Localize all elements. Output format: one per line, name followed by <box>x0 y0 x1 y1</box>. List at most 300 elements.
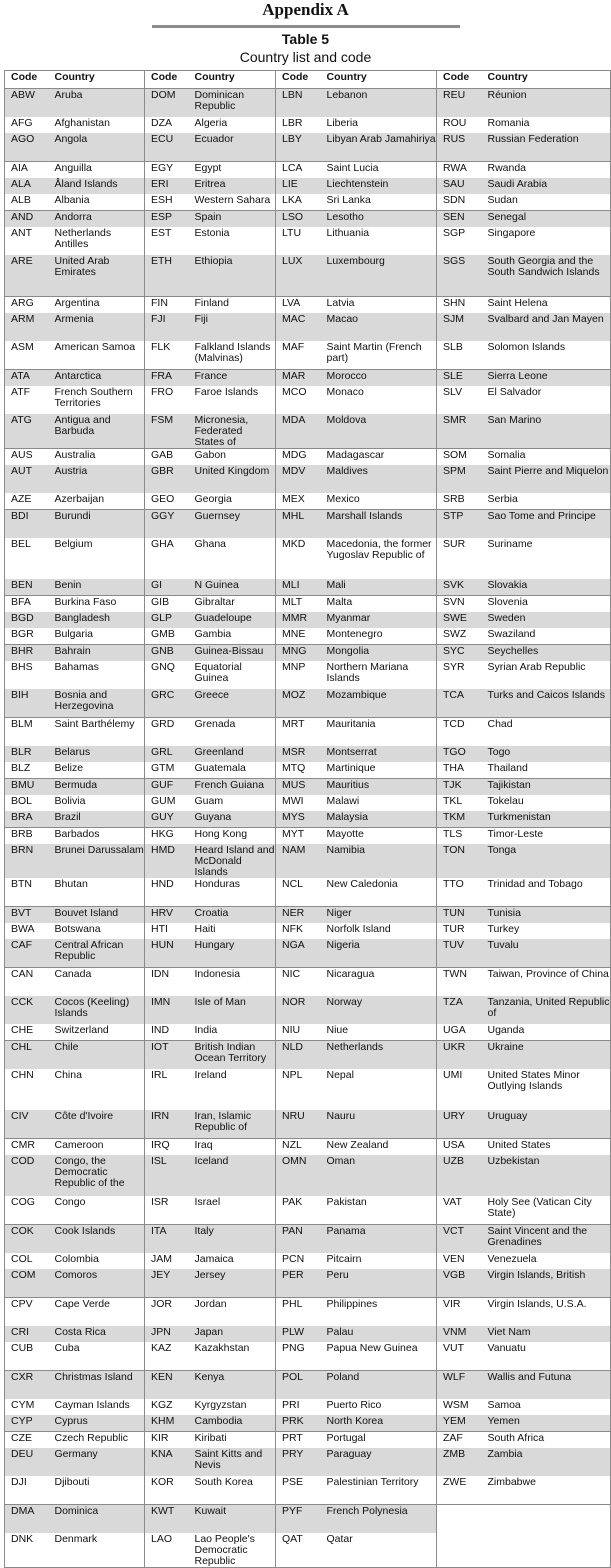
cell-code-3: NPL <box>276 1069 321 1110</box>
cell-code-3: PER <box>276 1269 321 1298</box>
table-row <box>5 313 611 341</box>
cell-code-2: GBR <box>145 465 189 493</box>
cell-country-3: Portugal <box>321 1432 437 1449</box>
cell-code-4: TKM <box>437 811 482 828</box>
cell-country-1: Aruba <box>49 89 145 118</box>
cell-country-2: Ghana <box>194 538 227 550</box>
cell-code-2: KWT <box>145 1505 189 1534</box>
cell-code-2: ERI <box>145 178 189 194</box>
table-row <box>5 596 611 613</box>
cell-country-3: Northern Mariana Islands <box>326 661 409 684</box>
table-row <box>5 1155 611 1196</box>
cell-code-4: TKL <box>437 795 482 811</box>
cell-code-3: MCO <box>276 386 321 414</box>
cell-code-2: GNB <box>145 645 189 662</box>
cell-country-3: Myanmar <box>321 612 437 628</box>
table-row <box>5 645 611 662</box>
cell-country-1: Benin <box>49 579 145 596</box>
cell-country-1: Netherlands Antilles <box>54 227 112 250</box>
cell-country-4: Tunisia <box>482 907 611 924</box>
table-row <box>5 1371 611 1400</box>
cell-country-2: Faroe Islands <box>194 386 259 398</box>
cell-code-2: KNA <box>145 1448 189 1476</box>
cell-code-4: VIR <box>437 1298 482 1327</box>
cell-country-3: Montenegro <box>326 628 383 640</box>
table-row <box>5 1533 611 1568</box>
cell-code-1: BTN <box>5 878 49 907</box>
cell-country-1: Cayman Islands <box>54 1399 130 1411</box>
cell-code-1: CRI <box>5 1326 49 1342</box>
cell-code-1: BGR <box>5 628 49 645</box>
cell-code-3: PAN <box>276 1225 321 1254</box>
cell-country-3: Liberia <box>326 117 359 129</box>
cell-code-3: PYF <box>276 1505 321 1534</box>
cell-country-2: Dominican Republic <box>189 89 276 118</box>
cell-code-2: HND <box>145 878 189 907</box>
cell-country-2: Ethiopia <box>189 255 276 297</box>
cell-code-4: VEN <box>437 1253 482 1269</box>
cell-country-1: Belgium <box>54 538 93 550</box>
cell-country-3: Martinique <box>326 762 376 774</box>
table-row <box>5 1415 611 1432</box>
cell-country-2: Guernsey <box>189 510 276 539</box>
cell-country-4: Saint Pierre and Miquelon <box>482 465 611 493</box>
cell-code-4: SGS <box>437 255 482 297</box>
table-row <box>5 1505 611 1534</box>
cell-country-1: Christmas Island <box>49 1371 145 1400</box>
cell-code-1: COG <box>5 1196 49 1225</box>
cell-code-2: GAB <box>145 449 189 466</box>
cell-code-4: RWA <box>437 162 482 179</box>
cell-code-2: IOT <box>145 1041 189 1070</box>
cell-country-2: Honduras <box>194 878 241 890</box>
cell-code-3: PRK <box>276 1415 321 1432</box>
cell-country-1: Congo, the Democratic Republic of the <box>49 1155 145 1196</box>
cell-code-1: BIH <box>5 689 49 718</box>
cell-code-2: EGY <box>145 162 189 179</box>
cell-code-4: TLS <box>437 828 482 845</box>
table-row <box>5 255 611 297</box>
cell-country-3: Pitcairn <box>326 1253 362 1265</box>
cell-code-4: SHN <box>437 297 482 314</box>
cell-code-2: IMN <box>145 996 189 1024</box>
table-row <box>5 1476 611 1505</box>
cell-code-4: SAU <box>437 178 482 194</box>
cell-country-1: Austria <box>49 465 145 493</box>
cell-code-1: AFG <box>5 117 49 133</box>
cell-country-1: Andorra <box>49 211 145 228</box>
cell-code-4: SYR <box>437 661 482 689</box>
cell-country-1: French Southern Territories <box>54 386 133 409</box>
cell-country-3: Madagascar <box>321 449 437 466</box>
cell-code-4: ROU <box>437 117 482 133</box>
cell-code-3: NCL <box>276 878 321 907</box>
cell-code-1: ALA <box>5 178 49 194</box>
header-country-2: Country <box>189 71 276 89</box>
cell-code-3: PRT <box>276 1432 321 1449</box>
cell-country-1: Bermuda <box>49 779 145 796</box>
cell-code-3: MNP <box>276 661 321 689</box>
cell-code-1: ASM <box>5 341 49 370</box>
table-row <box>5 1225 611 1254</box>
cell-country-4: Trinidad and Tobago <box>482 878 611 907</box>
cell-code-4: TUV <box>437 939 482 968</box>
cell-country-4: Ukraine <box>482 1041 611 1070</box>
cell-country-1: Brunei Darussalam <box>49 844 145 878</box>
cell-country-3: Palau <box>321 1326 437 1342</box>
cell-code-3: PNG <box>276 1342 321 1371</box>
cell-code-2: IND <box>145 1024 189 1041</box>
cell-country-3: Saint Lucia <box>321 162 437 179</box>
cell-code-2: GEO <box>145 493 189 510</box>
cell-code-2: GI <box>145 579 189 596</box>
cell-country-2: Guyana <box>189 811 276 828</box>
cell-code-2: IRQ <box>145 1139 189 1156</box>
cell-country-3: Latvia <box>321 297 437 314</box>
cell-code-1: ARG <box>5 297 49 314</box>
cell-code-1: DMA <box>5 1505 49 1534</box>
cell-code-4: UKR <box>437 1041 482 1070</box>
cell-code-3: LSO <box>276 211 321 228</box>
table-row <box>5 538 611 579</box>
table-row <box>5 661 611 689</box>
cell-code-3: MNE <box>276 628 321 645</box>
cell-country-1: Anguilla <box>49 162 145 179</box>
cell-country-4: Uzbekistan <box>482 1155 611 1196</box>
cell-country-2: Kyrgyzstan <box>194 1399 247 1411</box>
cell-code-4: SUR <box>437 538 482 579</box>
cell-code-3: LBR <box>276 117 321 133</box>
cell-country-3: Qatar <box>321 1533 437 1568</box>
cell-code-1: CMR <box>5 1139 49 1156</box>
cell-code-2: ETH <box>145 255 189 297</box>
cell-code-1: COL <box>5 1253 49 1269</box>
table-row <box>5 1024 611 1041</box>
cell-country-4: Taiwan, Province of China <box>482 968 611 997</box>
cell-code-3: POL <box>276 1371 321 1400</box>
cell-code-3: MSR <box>276 746 321 762</box>
header-country-3: Country <box>321 71 437 89</box>
table-header <box>5 71 611 89</box>
cell-country-2: Gibraltar <box>189 596 276 613</box>
cell-country-3: French Polynesia <box>321 1505 437 1534</box>
cell-code-2: FJI <box>145 313 189 341</box>
cell-code-1: COM <box>5 1269 49 1298</box>
cell-code-3: LUX <box>276 255 321 297</box>
cell-code-2: HUN <box>145 939 189 968</box>
cell-code-1: CHL <box>5 1041 49 1070</box>
cell-country-2: Iceland <box>189 1155 276 1196</box>
cell-country-1: Cook Islands <box>49 1225 145 1254</box>
cell-code-3: PCN <box>276 1253 321 1269</box>
cell-country-3: Papua New Guinea <box>326 1342 418 1354</box>
cell-country-1: Cyprus <box>49 1415 145 1432</box>
cell-country-4: Singapore <box>482 227 611 255</box>
cell-country-1: Afghanistan <box>54 117 110 129</box>
cell-country-3: Mali <box>321 579 437 596</box>
table-row <box>5 89 611 118</box>
cell-country-1: Åland Islands <box>49 178 145 194</box>
cell-country-1: Chile <box>49 1041 145 1070</box>
table-number: Table 5 <box>281 31 330 47</box>
cell-country-4: South Africa <box>482 1432 611 1449</box>
cell-country-3: Malta <box>321 596 437 613</box>
cell-code-1: BHS <box>5 661 49 689</box>
header-country-4: Country <box>482 71 611 89</box>
cell-country-3: Nicaragua <box>321 968 437 997</box>
cell-country-4: El Salvador <box>482 386 611 414</box>
cell-code-1: ATF <box>5 386 49 414</box>
table-row <box>5 1139 611 1156</box>
cell-country-2: Saint Kitts and Nevis <box>189 1448 276 1476</box>
table-row <box>5 449 611 466</box>
cell-country-2: Hungary <box>189 939 276 968</box>
table-row <box>5 762 611 779</box>
cell-code-3: NLD <box>276 1041 321 1070</box>
cell-country-1: Djibouti <box>54 1476 90 1488</box>
cell-code-4: SMR <box>437 414 482 449</box>
cell-code-3: MDA <box>276 414 321 449</box>
cell-country-1: Bolivia <box>54 795 86 807</box>
cell-code-3: LKA <box>276 194 321 211</box>
cell-country-4: Svalbard and Jan Mayen <box>482 313 611 341</box>
cell-country-4: Slovenia <box>482 596 611 613</box>
cell-code-1: DJI <box>5 1476 49 1505</box>
cell-country-2: Hong Kong <box>189 828 276 845</box>
cell-code-1: ARM <box>5 313 49 341</box>
cell-code-1: DNK <box>5 1533 49 1568</box>
cell-country-4: Swaziland <box>482 628 611 645</box>
cell-country-2: British Indian Ocean Territory <box>189 1041 276 1070</box>
cell-country-1: Antarctica <box>49 370 145 387</box>
cell-code-4: VAT <box>437 1196 482 1225</box>
cell-country-4: Rwanda <box>482 162 611 179</box>
cell-code-3: MOZ <box>276 689 321 718</box>
cell-code-4: ZMB <box>437 1448 482 1476</box>
cell-country-4: Turks and Caicos Islands <box>482 689 611 718</box>
cell-code-3: LTU <box>276 227 321 255</box>
cell-country-1: Albania <box>54 194 90 206</box>
cell-code-2: JPN <box>145 1326 189 1342</box>
table-row <box>5 779 611 796</box>
cell-country-2: Fiji <box>189 313 276 341</box>
cell-country-1: Angola <box>49 133 145 162</box>
cell-code-1: BMU <box>5 779 49 796</box>
cell-code-4: SYC <box>437 645 482 662</box>
cell-country-3: Monaco <box>326 386 364 398</box>
cell-country-4: Chad <box>482 718 611 747</box>
cell-country-4: Saint Helena <box>482 297 611 314</box>
cell-country-1: Burundi <box>49 510 145 539</box>
cell-country-2: Cambodia <box>189 1415 276 1432</box>
cell-code-2: ISL <box>145 1155 189 1196</box>
cell-code-1: AND <box>5 211 49 228</box>
cell-country-1: Côte d'Ivoire <box>49 1110 145 1139</box>
cell-country-3: Macao <box>321 313 437 341</box>
cell-country-4: Seychelles <box>482 645 611 662</box>
cell-country-3: Nepal <box>326 1069 354 1081</box>
cell-code-1: AZE <box>5 493 49 510</box>
cell-code-3: NFK <box>276 923 321 939</box>
cell-country-3: Malawi <box>326 795 360 807</box>
cell-code-4: USA <box>437 1139 482 1156</box>
table-row <box>5 194 611 211</box>
cell-country-3: Morocco <box>321 370 437 387</box>
cell-country-2: Finland <box>189 297 276 314</box>
cell-code-4 <box>437 1533 482 1568</box>
cell-code-1: BOL <box>5 795 49 811</box>
cell-country-4 <box>482 1505 611 1534</box>
cell-code-1: BRN <box>5 844 49 878</box>
cell-country-1: Denmark <box>49 1533 145 1568</box>
cell-country-4: South Georgia and the South Sandwich Islands <box>482 255 611 297</box>
cell-country-1: Botswana <box>54 923 101 935</box>
cell-country-2: Egypt <box>189 162 276 179</box>
cell-country-4: Virgin Islands, U.S.A. <box>482 1298 611 1327</box>
table-row <box>5 1298 611 1327</box>
cell-country-1: Canada <box>49 968 145 997</box>
cell-country-1: Argentina <box>49 297 145 314</box>
title-divider <box>152 25 460 28</box>
cell-country-3: Panama <box>321 1225 437 1254</box>
cell-code-3: MAF <box>276 341 321 370</box>
cell-code-1: CYM <box>5 1399 49 1415</box>
cell-code-3: MLI <box>276 579 321 596</box>
cell-country-2: Falkland Islands (Malvinas) <box>194 341 271 364</box>
table-row <box>5 968 611 997</box>
cell-country-4: Réunion <box>482 89 611 118</box>
cell-code-3: MKD <box>276 538 321 579</box>
cell-country-1: Comoros <box>49 1269 145 1298</box>
cell-country-3: Netherlands <box>321 1041 437 1070</box>
cell-country-2: Kuwait <box>189 1505 276 1534</box>
cell-country-2: Guadeloupe <box>189 612 276 628</box>
cell-code-2: FRA <box>145 370 189 387</box>
cell-code-2: FSM <box>145 414 189 449</box>
cell-code-2: ITA <box>145 1225 189 1254</box>
cell-country-2: Greenland <box>189 746 276 762</box>
cell-code-3: MAR <box>276 370 321 387</box>
cell-country-1: Azerbaijan <box>54 493 105 505</box>
cell-country-3: Sri Lanka <box>326 194 371 206</box>
cell-country-1: Bhutan <box>54 878 88 890</box>
table-row <box>5 414 611 449</box>
cell-country-4: Suriname <box>482 538 611 579</box>
table-row <box>5 612 611 628</box>
cell-country-1: Congo <box>54 1196 86 1208</box>
cell-code-2: KOR <box>145 1476 189 1505</box>
cell-code-3: MEX <box>276 493 321 510</box>
cell-code-4: TWN <box>437 968 482 997</box>
table-row <box>5 465 611 493</box>
cell-country-3: Mozambique <box>321 689 437 718</box>
table-row <box>5 162 611 179</box>
table-row <box>5 939 611 968</box>
cell-code-1: CZE <box>5 1432 49 1449</box>
cell-country-2: Ireland <box>194 1069 227 1081</box>
cell-country-1: Cape Verde <box>49 1298 145 1327</box>
cell-country-2: Equatorial Guinea <box>194 661 242 684</box>
cell-country-4: Sao Tome and Principe <box>482 510 611 539</box>
table-row <box>5 844 611 878</box>
cell-country-4: Uganda <box>482 1024 611 1041</box>
cell-code-1: ATG <box>5 414 49 449</box>
table-row <box>5 297 611 314</box>
cell-code-2: ISR <box>145 1196 189 1225</box>
cell-country-2: Gabon <box>189 449 276 466</box>
cell-code-4: ZAF <box>437 1432 482 1449</box>
cell-code-4: SDN <box>437 194 482 211</box>
cell-code-1: CPV <box>5 1298 49 1327</box>
cell-country-1: Bouvet Island <box>49 907 145 924</box>
cell-country-2: Gambia <box>194 628 232 640</box>
table-row <box>5 628 611 645</box>
cell-country-2: Guam <box>194 795 224 807</box>
cell-country-3: Paraguay <box>321 1448 437 1476</box>
cell-code-4: WSM <box>437 1399 482 1415</box>
cell-code-3: MTQ <box>276 762 321 779</box>
cell-code-1: AIA <box>5 162 49 179</box>
cell-code-3: OMN <box>276 1155 321 1196</box>
cell-country-3: Namibia <box>321 844 437 878</box>
cell-country-3: Liechtenstein <box>321 178 437 194</box>
table-row <box>5 117 611 133</box>
cell-code-4: SWZ <box>437 628 482 645</box>
table-row <box>5 907 611 924</box>
cell-country-1: United Arab Emirates <box>49 255 145 297</box>
cell-country-2: French Guiana <box>189 779 276 796</box>
cell-code-2: IDN <box>145 968 189 997</box>
cell-country-3: Mauritius <box>321 779 437 796</box>
cell-country-1: American Samoa <box>54 341 136 353</box>
cell-code-4: TCA <box>437 689 482 718</box>
cell-code-2: FIN <box>145 297 189 314</box>
table-row <box>5 227 611 255</box>
cell-code-3: NIU <box>276 1024 321 1041</box>
cell-code-1: AUT <box>5 465 49 493</box>
cell-code-3: MAC <box>276 313 321 341</box>
cell-code-2: GHA <box>145 538 189 579</box>
table-row <box>5 811 611 828</box>
table-row <box>5 1326 611 1342</box>
cell-country-2: Iran, Islamic Republic of <box>189 1110 276 1139</box>
cell-country-1: Bahamas <box>54 661 99 673</box>
table-row <box>5 1432 611 1449</box>
cell-code-3: MDG <box>276 449 321 466</box>
cell-code-3: NAM <box>276 844 321 878</box>
cell-code-1: AUS <box>5 449 49 466</box>
cell-country-3: Peru <box>321 1269 437 1298</box>
cell-code-3: NZL <box>276 1139 321 1156</box>
cell-country-3: Macedonia, the former Yugoslav Republic of <box>326 538 432 561</box>
cell-code-1: BFA <box>5 596 49 613</box>
cell-code-4: UGA <box>437 1024 482 1041</box>
cell-code-2: KAZ <box>145 1342 189 1371</box>
cell-code-2: LAO <box>145 1533 189 1568</box>
cell-code-1: ARE <box>5 255 49 297</box>
table-row <box>5 1399 611 1415</box>
cell-country-3: Mauritania <box>321 718 437 747</box>
cell-country-1: Armenia <box>49 313 145 341</box>
table-row <box>5 795 611 811</box>
cell-country-2: Croatia <box>189 907 276 924</box>
table-row <box>5 1269 611 1298</box>
cell-code-4: SLE <box>437 370 482 387</box>
cell-country-2: Italy <box>189 1225 276 1254</box>
cell-country-2: Kiribati <box>189 1432 276 1449</box>
cell-country-4: Tajikistan <box>482 779 611 796</box>
cell-country-3: New Zealand <box>321 1139 437 1156</box>
